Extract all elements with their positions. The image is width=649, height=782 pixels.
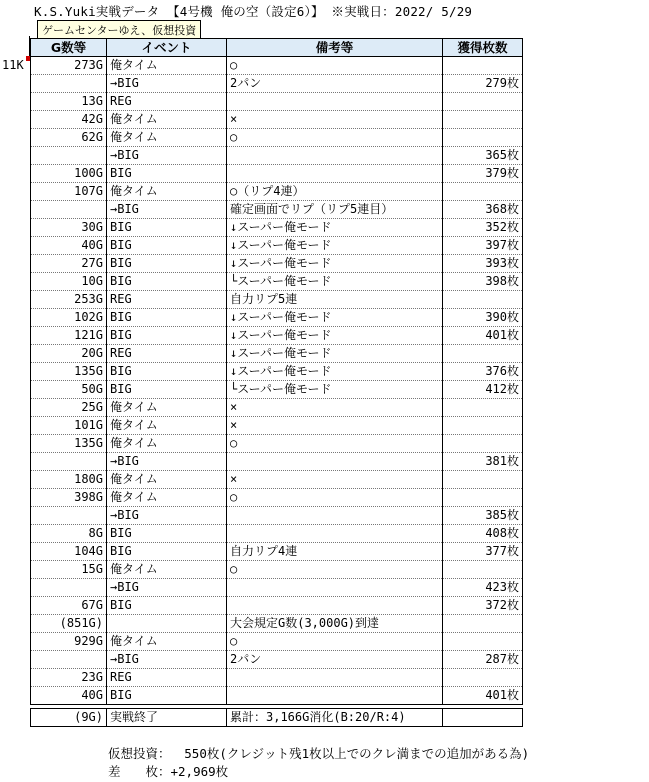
cell-notes[interactable] (227, 93, 443, 111)
cell-games[interactable]: 107G (31, 183, 107, 201)
cell-games[interactable]: 13G (31, 93, 107, 111)
cell-event[interactable]: 俺タイム (107, 129, 227, 147)
cell-games[interactable]: 8G (31, 525, 107, 543)
cell-payout[interactable] (443, 489, 523, 507)
cell-payout[interactable]: 393枚 (443, 255, 523, 273)
cell-payout[interactable]: 368枚 (443, 201, 523, 219)
cell-games[interactable]: 30G (31, 219, 107, 237)
cell-notes[interactable]: ○ (227, 435, 443, 453)
cell-notes[interactable]: ↓スーパー俺モード (227, 237, 443, 255)
table-row (31, 201, 523, 219)
cell-games[interactable]: 67G (31, 597, 107, 615)
table-row (31, 453, 523, 471)
cell-payout[interactable]: 408枚 (443, 525, 523, 543)
cell-event[interactable]: →BIG (107, 147, 227, 165)
header-payout: 獲得枚数 (443, 39, 523, 57)
cell-games[interactable]: 40G (31, 687, 107, 705)
cell-games[interactable]: 929G (31, 633, 107, 651)
cell-notes[interactable]: ↓スーパー俺モード (227, 363, 443, 381)
cell-notes[interactable]: ↓スーパー俺モード (227, 309, 443, 327)
cell-notes[interactable]: 2パン (227, 75, 443, 93)
table-row (31, 237, 523, 255)
cell-payout[interactable]: 287枚 (443, 651, 523, 669)
cell-payout[interactable] (443, 561, 523, 579)
cell-games[interactable]: 10G (31, 273, 107, 291)
cell-event[interactable]: BIG (107, 309, 227, 327)
cell-payout[interactable]: 379枚 (443, 165, 523, 183)
cell-games[interactable]: (9G) (31, 709, 107, 727)
table-row (31, 273, 523, 291)
cell-games[interactable]: 180G (31, 471, 107, 489)
cell-event[interactable]: BIG (107, 273, 227, 291)
table-row (31, 561, 523, 579)
cell-payout[interactable] (443, 709, 523, 727)
cell-event[interactable]: BIG (107, 219, 227, 237)
cell-payout[interactable]: 352枚 (443, 219, 523, 237)
cell-event[interactable]: 俺タイム (107, 633, 227, 651)
cell-event[interactable] (107, 615, 227, 633)
cell-event[interactable]: BIG (107, 327, 227, 345)
cell-event[interactable]: BIG (107, 165, 227, 183)
table-row (31, 687, 523, 705)
cell-games[interactable]: 15G (31, 561, 107, 579)
cell-notes[interactable]: ↓スーパー俺モード (227, 255, 443, 273)
cell-notes[interactable]: 大会規定G数(3,000G)到達 (227, 615, 443, 633)
cell-notes[interactable] (227, 165, 443, 183)
table-row (31, 543, 523, 561)
cell-notes[interactable]: 自力リプ5連 (227, 291, 443, 309)
cell-event[interactable]: REG (107, 93, 227, 111)
cell-notes[interactable]: ○ (227, 561, 443, 579)
cell-payout[interactable]: 377枚 (443, 543, 523, 561)
cell-games[interactable]: 104G (31, 543, 107, 561)
cell-event[interactable]: 俺タイム (107, 57, 227, 75)
cell-event[interactable]: 俺タイム (107, 471, 227, 489)
table-row (31, 183, 523, 201)
cell-event[interactable]: 俺タイム (107, 183, 227, 201)
table-row (31, 525, 523, 543)
table-row (31, 507, 523, 525)
cell-event[interactable]: BIG (107, 525, 227, 543)
difference-summary: 差 枚：+2,969枚 (108, 764, 229, 779)
cell-event[interactable]: 俺タイム (107, 417, 227, 435)
cell-notes[interactable] (227, 147, 443, 165)
cell-games[interactable]: 20G (31, 345, 107, 363)
table-row (31, 417, 523, 435)
play-log-table (30, 38, 523, 727)
cell-payout[interactable] (443, 111, 523, 129)
table-row (31, 129, 523, 147)
cell-payout[interactable]: 381枚 (443, 453, 523, 471)
cell-event[interactable]: BIG (107, 687, 227, 705)
cell-notes[interactable]: ○ (227, 489, 443, 507)
cell-games[interactable]: 398G (31, 489, 107, 507)
cell-notes[interactable]: × (227, 111, 443, 129)
cell-games[interactable] (31, 651, 107, 669)
cell-notes[interactable]: × (227, 471, 443, 489)
cell-comment: ゲームセンターゆえ、仮想投資 (37, 20, 201, 40)
cell-games[interactable] (31, 507, 107, 525)
cell-event[interactable]: 俺タイム (107, 399, 227, 417)
table-row (31, 471, 523, 489)
cell-payout[interactable] (443, 345, 523, 363)
cell-games[interactable] (31, 201, 107, 219)
table-row (31, 651, 523, 669)
cell-event[interactable]: BIG (107, 543, 227, 561)
table-row (31, 75, 523, 93)
cell-event[interactable]: →BIG (107, 453, 227, 471)
cell-games[interactable]: (851G) (31, 615, 107, 633)
cell-payout[interactable] (443, 291, 523, 309)
cell-payout[interactable] (443, 417, 523, 435)
cell-notes[interactable]: ↓スーパー俺モード (227, 327, 443, 345)
cell-notes[interactable]: ↓スーパー俺モード (227, 219, 443, 237)
table-row (31, 381, 523, 399)
investment-summary: 仮想投資： 550枚(クレジット残1枚以上でのクレ満までの追加がある為) (108, 746, 530, 761)
cell-notes[interactable]: ○ (227, 57, 443, 75)
cell-notes[interactable] (227, 453, 443, 471)
cell-games[interactable]: 121G (31, 327, 107, 345)
cell-notes[interactable]: ↓スーパー俺モード (227, 345, 443, 363)
cell-payout[interactable] (443, 93, 523, 111)
table-row (31, 669, 523, 687)
cell-games[interactable]: 135G (31, 435, 107, 453)
cell-games[interactable]: 62G (31, 129, 107, 147)
cell-games[interactable]: 273G (31, 57, 107, 75)
cell-notes[interactable] (227, 669, 443, 687)
cell-notes[interactable]: └スーパー俺モード (227, 381, 443, 399)
play-log-body (31, 57, 523, 727)
cell-notes[interactable]: × (227, 417, 443, 435)
cell-notes[interactable]: └スーパー俺モード (227, 273, 443, 291)
cell-payout[interactable]: 398枚 (443, 273, 523, 291)
start-marker: 11K (2, 58, 24, 72)
cell-payout[interactable]: 376枚 (443, 363, 523, 381)
table-row (31, 615, 523, 633)
cell-event[interactable]: REG (107, 669, 227, 687)
cell-notes[interactable]: 確定画面でリプ（リプ5連目） (227, 201, 443, 219)
table-row (31, 345, 523, 363)
final-row (31, 709, 523, 727)
cell-games[interactable] (31, 579, 107, 597)
cell-event[interactable]: →BIG (107, 579, 227, 597)
table-row (31, 165, 523, 183)
cell-payout[interactable] (443, 471, 523, 489)
cell-event[interactable]: 実戦終了 (107, 709, 227, 727)
cell-notes[interactable]: ○ (227, 633, 443, 651)
table-row (31, 327, 523, 345)
cell-payout[interactable] (443, 183, 523, 201)
cell-payout[interactable]: 390枚 (443, 309, 523, 327)
cell-event[interactable]: BIG (107, 381, 227, 399)
cell-payout[interactable]: 365枚 (443, 147, 523, 165)
cell-games[interactable]: 27G (31, 255, 107, 273)
cell-payout[interactable]: 279枚 (443, 75, 523, 93)
table-row (31, 363, 523, 381)
cell-payout[interactable]: 412枚 (443, 381, 523, 399)
cell-event[interactable]: BIG (107, 255, 227, 273)
cell-event[interactable]: BIG (107, 363, 227, 381)
cell-payout[interactable] (443, 669, 523, 687)
cell-games[interactable]: 50G (31, 381, 107, 399)
cell-games[interactable]: 100G (31, 165, 107, 183)
cell-event[interactable]: 俺タイム (107, 489, 227, 507)
cell-event[interactable]: →BIG (107, 507, 227, 525)
cell-payout[interactable] (443, 129, 523, 147)
header-notes: 備考等 (227, 39, 443, 57)
cell-event[interactable]: BIG (107, 597, 227, 615)
cell-event[interactable]: 俺タイム (107, 561, 227, 579)
table-row (31, 399, 523, 417)
table-row (31, 147, 523, 165)
cell-notes[interactable] (227, 507, 443, 525)
cell-notes[interactable]: ○（リプ4連） (227, 183, 443, 201)
cell-games[interactable]: 102G (31, 309, 107, 327)
table-row (31, 255, 523, 273)
header-row (31, 39, 523, 57)
cell-payout[interactable] (443, 633, 523, 651)
cell-games[interactable]: 40G (31, 237, 107, 255)
cell-payout[interactable]: 401枚 (443, 327, 523, 345)
cell-notes[interactable]: ○ (227, 129, 443, 147)
cell-notes[interactable] (227, 597, 443, 615)
table-row (31, 597, 523, 615)
table-row (31, 57, 523, 75)
cell-games[interactable]: 253G (31, 291, 107, 309)
cell-notes[interactable] (227, 687, 443, 705)
cell-event[interactable]: 俺タイム (107, 435, 227, 453)
table-row (31, 309, 523, 327)
cell-notes[interactable]: 自力リプ4連 (227, 543, 443, 561)
cell-games[interactable] (31, 453, 107, 471)
cell-payout[interactable]: 401枚 (443, 687, 523, 705)
cell-event[interactable]: →BIG (107, 75, 227, 93)
cell-games[interactable] (31, 147, 107, 165)
cell-notes[interactable] (227, 525, 443, 543)
cell-games[interactable] (31, 75, 107, 93)
cell-games[interactable]: 101G (31, 417, 107, 435)
cell-notes[interactable] (227, 579, 443, 597)
table-row (31, 111, 523, 129)
cell-payout[interactable] (443, 615, 523, 633)
cell-payout[interactable]: 423枚 (443, 579, 523, 597)
cell-games[interactable]: 42G (31, 111, 107, 129)
table-row (31, 219, 523, 237)
cell-notes[interactable]: × (227, 399, 443, 417)
cell-payout[interactable] (443, 57, 523, 75)
cell-event[interactable]: →BIG (107, 201, 227, 219)
cell-event[interactable]: REG (107, 345, 227, 363)
cell-payout[interactable]: 372枚 (443, 597, 523, 615)
table-row (31, 435, 523, 453)
table-row (31, 291, 523, 309)
cell-notes[interactable]: 累計：3,166G消化(B:20/R:4) (227, 709, 443, 727)
cell-event[interactable]: →BIG (107, 651, 227, 669)
table-row (31, 93, 523, 111)
cell-payout[interactable] (443, 399, 523, 417)
header-event: イベント (107, 39, 227, 57)
table-row (31, 633, 523, 651)
header-games: G数等 (31, 39, 107, 57)
cell-payout[interactable] (443, 435, 523, 453)
cell-event[interactable]: BIG (107, 237, 227, 255)
table-row (31, 579, 523, 597)
table-row (31, 489, 523, 507)
cell-notes[interactable]: 2パン (227, 651, 443, 669)
cell-games[interactable]: 135G (31, 363, 107, 381)
cell-payout[interactable]: 385枚 (443, 507, 523, 525)
cell-event[interactable]: 俺タイム (107, 111, 227, 129)
cell-games[interactable]: 23G (31, 669, 107, 687)
cell-games[interactable]: 25G (31, 399, 107, 417)
cell-event[interactable]: REG (107, 291, 227, 309)
cell-payout[interactable]: 397枚 (443, 237, 523, 255)
page-title: K.S.Yuki実戦データ 【4号機 俺の空（設定6）】 ※実戦日：2022/ 5/29 (34, 4, 473, 19)
